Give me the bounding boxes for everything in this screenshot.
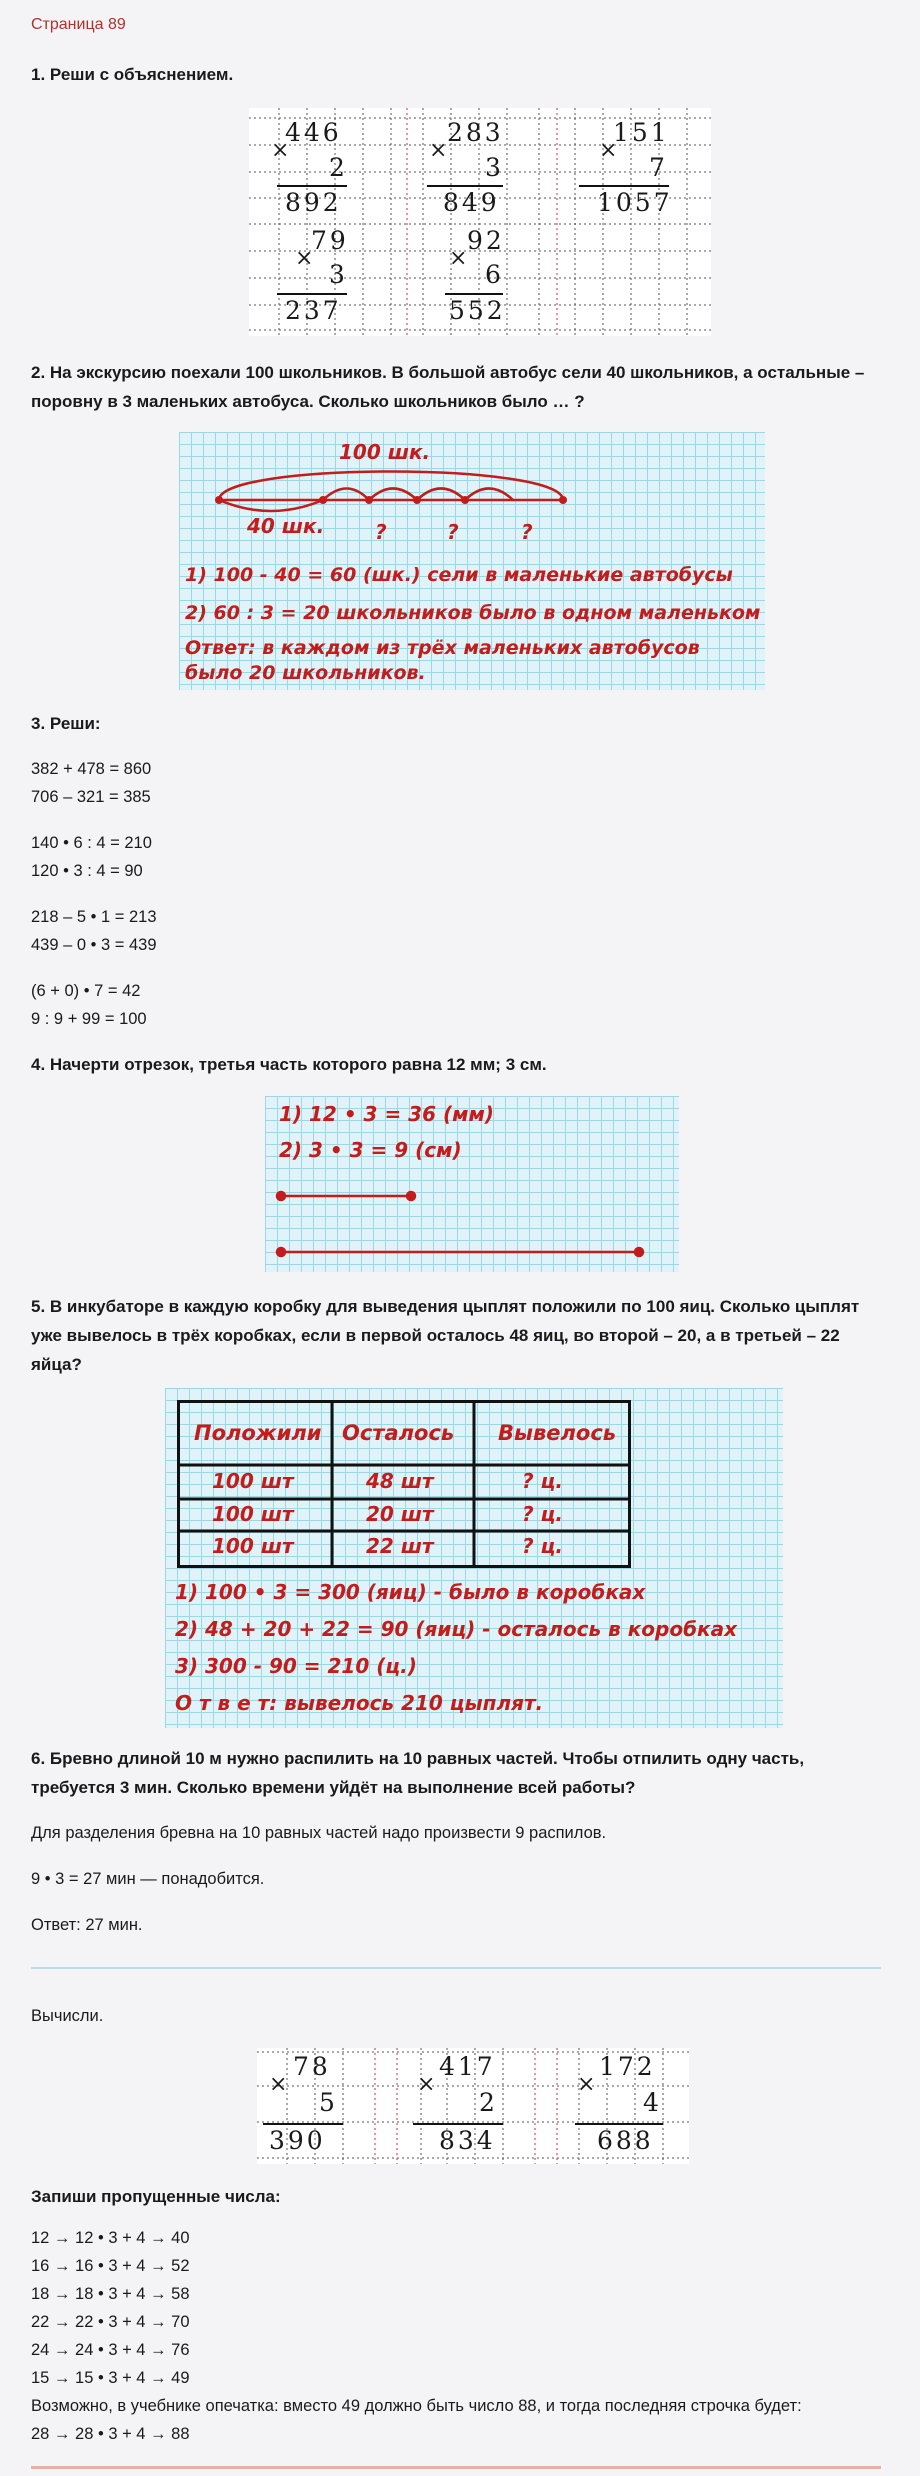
missing-note: Возможно, в учебнике опечатка: вместо 49 должно быть число 88, и тогда последняя строчка будет: bbox=[31, 2397, 802, 2415]
t1-a1: 446 bbox=[285, 118, 342, 147]
task4-segment-image bbox=[265, 1096, 679, 1272]
question-mark-1: ? bbox=[375, 520, 387, 544]
multiply-sign-icon: × bbox=[577, 2072, 596, 2097]
missing-line: 24 → 24 • 3 + 4 → 76 bbox=[31, 2341, 190, 2359]
task2-diagram-image bbox=[179, 432, 765, 690]
table-header: Осталось bbox=[342, 1421, 455, 1445]
task3-title: 3. Реши: bbox=[31, 714, 101, 733]
calc-r2: 834 bbox=[439, 2126, 496, 2155]
multiply-sign-icon: × bbox=[295, 246, 314, 271]
task2-title: 2. На экскурсию поехали 100 школьников. В большой автобус сели 40 школьников, а остальные – поровну в 3 маленьких автобуса. Сколько школьников было … ? bbox=[31, 363, 865, 411]
table-cell: 100 шт bbox=[212, 1502, 294, 1526]
table-header: Положили bbox=[194, 1421, 322, 1445]
task5-answer: О т в е т: вывелось 210 цыплят. bbox=[175, 1691, 544, 1715]
task6-answer: Ответ: 27 мин. bbox=[31, 1916, 143, 1934]
calc-b2: 2 bbox=[479, 2088, 495, 2117]
task3-line: 140 • 6 : 4 = 210 bbox=[31, 834, 152, 852]
table-cell: 100 шт bbox=[212, 1534, 294, 1558]
task5-title: 5. В инкубаторе в каждую коробку для выведения цыплят положили по 100 яиц. Сколько цыплят уже вывелось в трёх коробках, если в первой осталось 48 яиц, во второй – 20, а в третьей – 22 яйца? bbox=[31, 1297, 860, 1374]
task1-multiplication-image bbox=[249, 108, 711, 336]
calc-r3: 688 bbox=[597, 2126, 654, 2155]
t1-r4: 237 bbox=[285, 296, 342, 325]
table-cell: 20 шт bbox=[366, 1502, 434, 1526]
task5-step2: 2) 48 + 20 + 22 = 90 (яиц) - осталось в коробках bbox=[175, 1617, 738, 1641]
table-cell: 100 шт bbox=[212, 1469, 294, 1493]
multiply-sign-icon: × bbox=[599, 138, 618, 163]
t1-b4: 3 bbox=[329, 260, 345, 289]
task2-answer-line1: Ответ: в каждом из трёх маленьких автобусов bbox=[185, 637, 700, 659]
missing-title: Запиши пропущенные числа: bbox=[31, 2187, 281, 2206]
table-cell: ? ц. bbox=[522, 1502, 563, 1526]
t1-r1: 892 bbox=[285, 188, 342, 217]
task5-table-image bbox=[165, 1388, 783, 1728]
task4-step2: 2) 3 • 3 = 9 (см) bbox=[279, 1138, 462, 1162]
task3-line: 382 + 478 = 860 bbox=[31, 760, 152, 778]
question-mark-2: ? bbox=[447, 520, 459, 544]
table-header: Вывелось bbox=[498, 1421, 617, 1445]
task3-line: (6 + 0) • 7 = 42 bbox=[31, 982, 141, 1000]
missing-line: 16 → 16 • 3 + 4 → 52 bbox=[31, 2257, 190, 2275]
task3-line: 120 • 3 : 4 = 90 bbox=[31, 862, 143, 880]
t1-a5: 92 bbox=[467, 226, 505, 255]
task4-segments bbox=[265, 1096, 679, 1272]
task3-line: 9 : 9 + 99 = 100 bbox=[31, 1010, 147, 1028]
question-mark-3: ? bbox=[521, 520, 533, 544]
calc-a3: 172 bbox=[599, 2052, 656, 2081]
total-label: 100 шк. bbox=[339, 440, 431, 464]
table-cell: 48 шт bbox=[366, 1469, 434, 1493]
multiply-sign-icon: × bbox=[271, 138, 290, 163]
task5-step3: 3) 300 - 90 = 210 (ц.) bbox=[175, 1654, 417, 1678]
t1-b3: 7 bbox=[649, 153, 665, 182]
task5-step1: 1) 100 • 3 = 300 (яиц) - было в коробках bbox=[175, 1580, 646, 1604]
calc-title: Вычисли. bbox=[31, 2007, 104, 2025]
task2-step2: 2) 60 : 3 = 20 школьников было в одном маленьком bbox=[185, 602, 761, 624]
task2-answer-line2: было 20 школьников. bbox=[185, 662, 426, 684]
task6-text: Для разделения бревна на 10 равных частей надо произвести 9 распилов. bbox=[31, 1824, 607, 1842]
missing-last-line: 28 → 28 • 3 + 4 → 88 bbox=[31, 2425, 190, 2443]
multiply-sign-icon: × bbox=[417, 2072, 436, 2097]
multiply-sign-icon: × bbox=[269, 2072, 288, 2097]
task3-line: 439 – 0 • 3 = 439 bbox=[31, 936, 157, 954]
page-title: Страница 89 bbox=[31, 16, 126, 33]
t1-r2: 849 bbox=[443, 188, 500, 217]
table-cell: ? ц. bbox=[522, 1469, 563, 1493]
table-cell: ? ц. bbox=[522, 1534, 563, 1558]
task5-table bbox=[177, 1400, 631, 1568]
t1-b1: 2 bbox=[329, 153, 345, 182]
task1-title: 1. Реши с объяснением. bbox=[31, 65, 234, 84]
calc-r1: 390 bbox=[269, 2126, 326, 2155]
multiply-sign-icon: × bbox=[429, 138, 448, 163]
section-divider bbox=[31, 1967, 881, 1969]
task4-step1: 1) 12 • 3 = 36 (мм) bbox=[279, 1102, 494, 1126]
calc-b3: 4 bbox=[643, 2088, 659, 2117]
t1-r3: 1057 bbox=[597, 188, 673, 217]
task4-title: 4. Начерти отрезок, третья часть которого равна 12 мм; 3 см. bbox=[31, 1055, 547, 1074]
task3-line: 706 – 321 = 385 bbox=[31, 788, 151, 806]
missing-line: 12 → 12 • 3 + 4 → 40 bbox=[31, 2229, 190, 2247]
missing-line: 18 → 18 • 3 + 4 → 58 bbox=[31, 2285, 190, 2303]
bottom-divider bbox=[31, 2466, 881, 2469]
t1-r5: 552 bbox=[449, 296, 506, 325]
task2-step1: 1) 100 - 40 = 60 (шк.) сели в маленькие автобусы bbox=[185, 564, 733, 586]
calc-b1: 5 bbox=[319, 2088, 335, 2117]
missing-line: 15 → 15 • 3 + 4 → 49 bbox=[31, 2369, 190, 2387]
part-label: 40 шк. bbox=[247, 514, 325, 538]
t1-b2: 3 bbox=[485, 153, 501, 182]
table-cell: 22 шт bbox=[366, 1534, 434, 1558]
task3-line: 218 – 5 • 1 = 213 bbox=[31, 908, 157, 926]
calc-a2: 417 bbox=[439, 2052, 496, 2081]
task6-calc: 9 • 3 = 27 мин — понадобится. bbox=[31, 1870, 265, 1888]
t1-a4: 79 bbox=[311, 226, 349, 255]
task6-title: 6. Бревно длиной 10 м нужно распилить на 10 равных частей. Чтобы отпилить одну часть, требуется 3 мин. Сколько времени уйдёт на выполнение всей работы? bbox=[31, 1749, 805, 1797]
t1-a2: 283 bbox=[447, 118, 504, 147]
t1-a3: 151 bbox=[613, 118, 670, 147]
calc-multiplication-image bbox=[257, 2048, 689, 2164]
calc-a1: 78 bbox=[293, 2052, 331, 2081]
multiply-sign-icon: × bbox=[449, 246, 468, 271]
t1-b5: 6 bbox=[485, 260, 501, 289]
missing-line: 22 → 22 • 3 + 4 → 70 bbox=[31, 2313, 190, 2331]
